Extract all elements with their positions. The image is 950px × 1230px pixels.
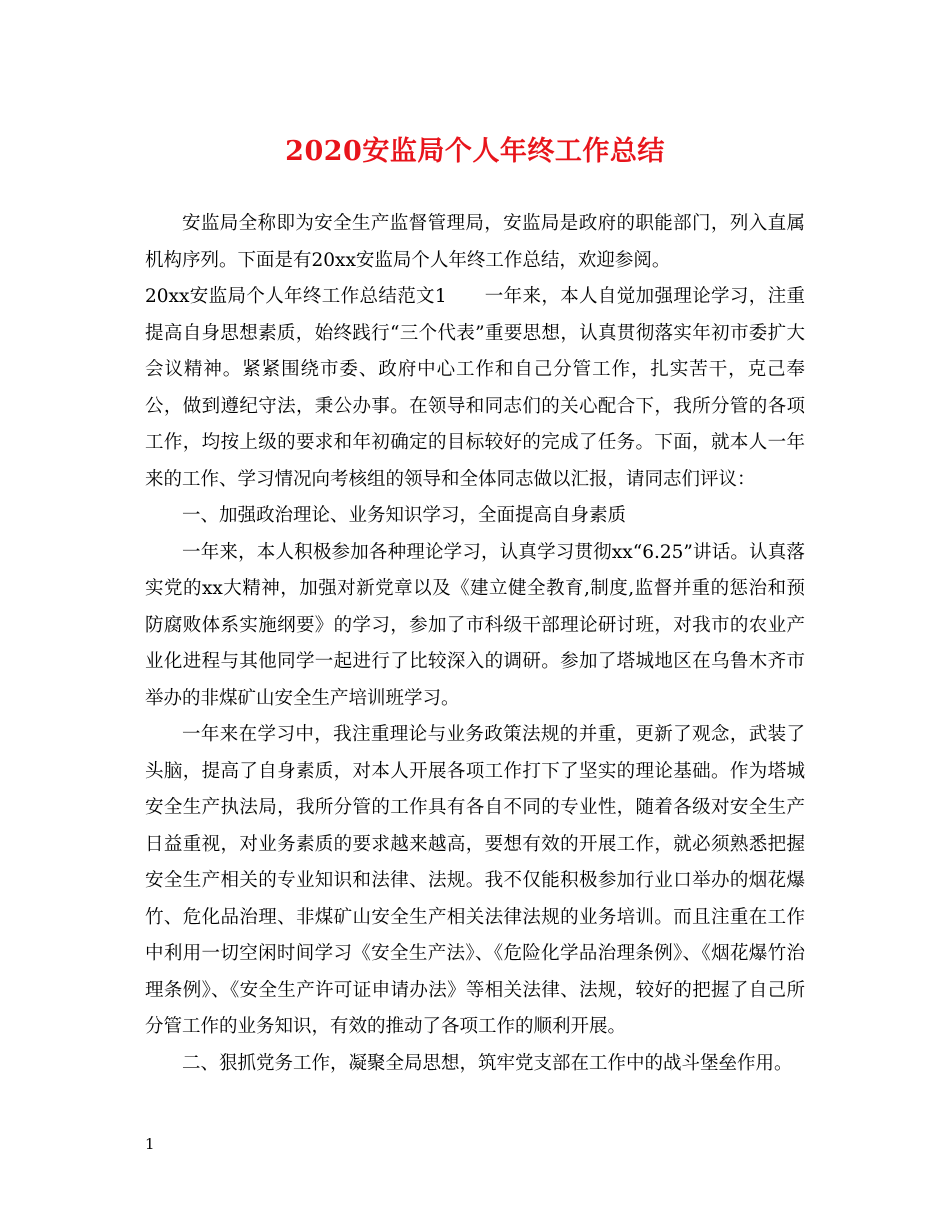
section-heading-2: 二、狠抓党务工作，凝聚全局思想，筑牢党支部在工作中的战斗堡垒作用。 [182, 1052, 793, 1074]
study-paragraph: 一年来，本人积极参加各种理论学习，认真学习贯彻xx“6.25”讲话。认真落实党的xx大精神，加强对新党章以及《建立健全教育,制度,监督并重的惩治和预防腐败体系实施纲要》的学习，参加了市科级干部理论研讨班，对我市的农业产业化进程与其他同学一起进行了比较深入的调研。参加了塔城地区在乌鲁木齐市举办的非煤矿山安全生产培训班学习。 [145, 541, 805, 709]
document-title: 2020安监局个人年终工作总结 [285, 136, 665, 167]
document-body [145, 206, 805, 1082]
learning-paragraph: 一年来在学习中，我注重理论与业务政策法规的并重，更新了观念，武装了头脑，提高了自身素质，对本人开展各项工作打下了坚实的理论基础。作为塔城安全生产执法局，我所分管的工作具有各自不同的专业性，随着各级对安全生产日益重视，对业务素质的要求越来越高，要想有效的开展工作，就必须熟悉把握安全生产相关的专业知识和法律、法规。我不仅能积极参加行业口举办的烟花爆竹、危化品治理、非煤矿山安全生产相关法律法规的业务培训。而且注重在工作中利用一切空闲时间学习《安全生产法》、《危险化学品治理条例》、《烟花爆竹治理条例》、《安全生产许可证申请办法》等相关法律、法规，较好的把握了自己所分管工作的业务知识，有效的推动了各项工作的顺利开展。 [145, 724, 805, 1037]
intro-paragraph: 安监局全称即为安全生产监督管理局，安监局是政府的职能部门，列入直属机构序列。下面是有20xx安监局个人年终工作总结，欢迎参阅。 [145, 213, 805, 271]
summary-paragraph: 20xx安监局个人年终工作总结范文1 一年来，本人自觉加强理论学习，注重提高自身思想素质，始终践行“三个代表”重要思想，认真贯彻落实年初市委扩大会议精神。紧紧围绕市委、政府中心工作和自己分管工作，扎实苦干，克己奉公，做到遵纪守法，秉公办事。在领导和同志们的关心配合下，我所分管的各项工作，均按上级的要求和年初确定的目标较好的完成了任务。下面，就本人一年来的工作、学习情况向考核组的领导和全体同志做以汇报，请同志们评议： [145, 286, 805, 490]
section-heading-1: 一、加强政治理论、业务知识学习，全面提高自身素质 [182, 505, 627, 526]
page-number: 1 [145, 1135, 155, 1153]
